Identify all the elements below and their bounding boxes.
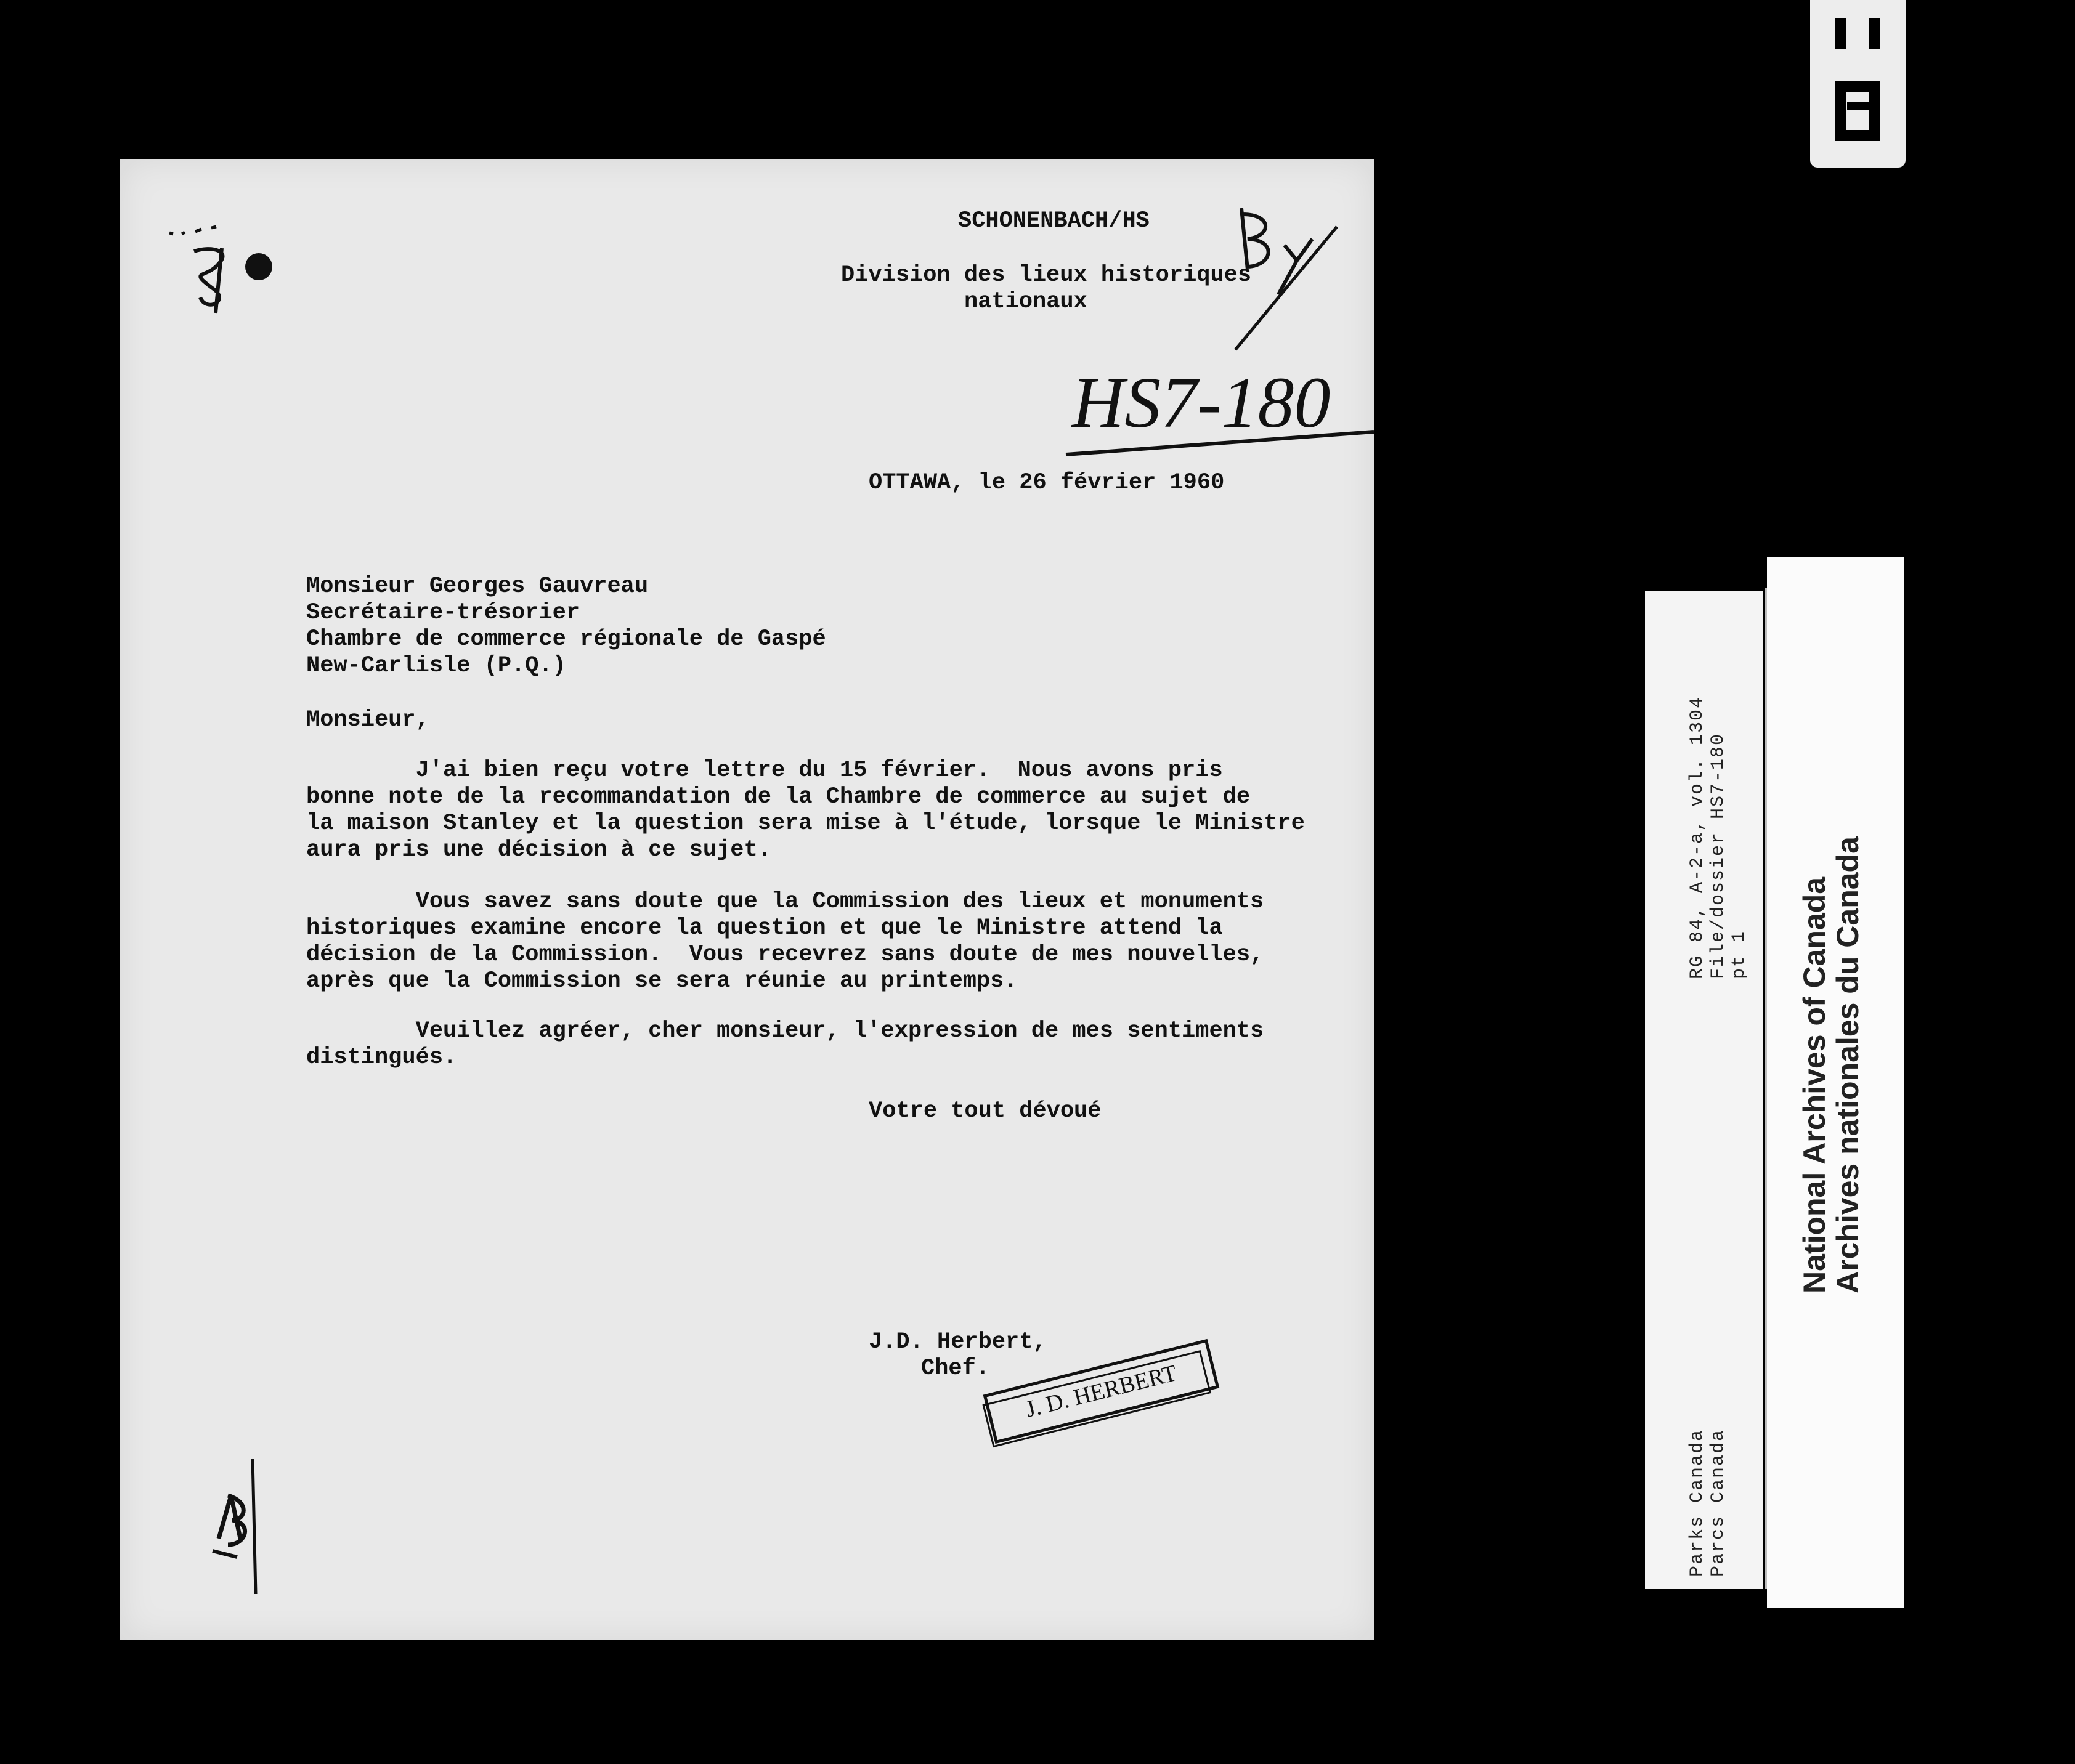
closing: Votre tout dévoué xyxy=(869,1098,1102,1124)
body-paragraph: Veuillez agréer, cher monsieur, l'expression de mes sentiments distingués. xyxy=(306,1018,1264,1070)
handwritten-mark-top-left xyxy=(157,220,305,319)
division-name-line2: nationaux xyxy=(964,289,1087,315)
recipient-line: Secrétaire-trésorier xyxy=(306,600,580,626)
archive-institution-fr: Archives nationales du Canada xyxy=(1830,836,1865,1293)
recipient-line: New-Carlisle (P.Q.) xyxy=(306,653,566,679)
archive-institution-en: National Archives of Canada xyxy=(1797,876,1832,1293)
body-paragraph: Vous savez sans doute que la Commission des lieux et monuments historiques examine encore la question et que le Ministre attend la décision de la Commission. Vous recevrez sans doute de mes nouvelles, après que la Commission se sera réunie au printemps. xyxy=(306,889,1264,994)
handwritten-mark-bottom-left xyxy=(194,1452,280,1600)
signature-title: Chef. xyxy=(921,1356,990,1382)
body-paragraph: J'ai bien reçu votre lettre du 15 février. Nous avons pris bonne note de la recommandation de la Chambre de commerce au sujet de la maison Stanley et la question sera mise à l'étude, lorsque le Ministre aura pris une décision à ce sujet. xyxy=(306,758,1305,863)
archive-file: File/dossier HS7-180 xyxy=(1708,732,1729,979)
handwritten-initials xyxy=(1204,202,1365,356)
handwritten-file-number-text: HS7-180 xyxy=(1072,362,1331,443)
archive-source-fr: Parcs Canada xyxy=(1708,1428,1729,1577)
film-leader-tape xyxy=(1810,0,1906,168)
recipient-line: Chambre de commerce régionale de Gaspé xyxy=(306,626,826,652)
archive-reference: RG 84, A-2-a, vol. 1304 xyxy=(1687,695,1708,979)
division-name-line1: Division des lieux historiques xyxy=(841,262,1252,288)
archive-part: pt 1 xyxy=(1729,929,1750,979)
letter-date: OTTAWA, le 26 février 1960 xyxy=(869,470,1225,496)
letter-reference: SCHONENBACH/HS xyxy=(958,208,1150,234)
salutation: Monsieur, xyxy=(306,707,429,733)
letter-page xyxy=(120,159,1374,1640)
handwritten-file-number xyxy=(1060,353,1380,464)
archive-source-en: Parks Canada xyxy=(1687,1428,1708,1577)
name-stamp-text: J. D. HERBERT xyxy=(1023,1360,1180,1423)
signature-name: J.D. Herbert, xyxy=(869,1329,1047,1355)
film-leader-mark xyxy=(1822,12,1893,154)
recipient-line: Monsieur Georges Gauvreau xyxy=(306,573,649,599)
